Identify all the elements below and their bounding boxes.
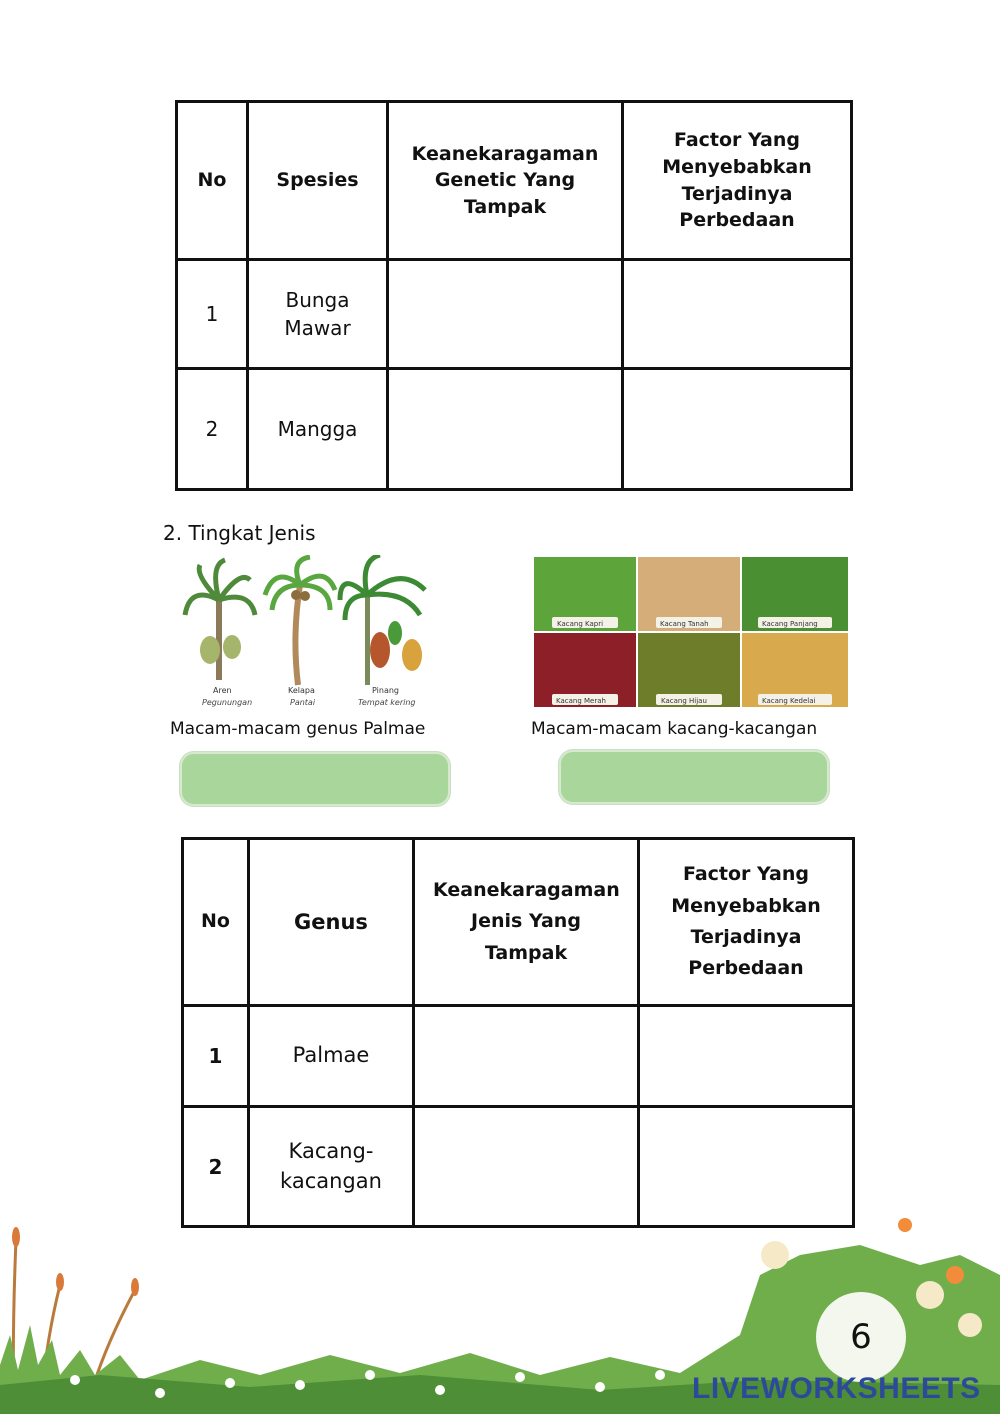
- palmae-caption: Macam-macam genus Palmae: [170, 719, 426, 739]
- header-genetic-diversity: Keanekaragaman Genetic Yang Tampak: [388, 102, 623, 260]
- table-header-row: [183, 839, 854, 1006]
- header-factor: Factor Yang Menyebabkan Terjadinya Perbedaan: [639, 839, 854, 1006]
- header-no: No: [177, 102, 248, 260]
- beans-illustration: [534, 557, 848, 707]
- answer-cell-factor[interactable]: [623, 369, 852, 490]
- species-name: Bunga Mawar: [248, 260, 388, 369]
- table-row: [177, 369, 852, 490]
- answer-cell-genetic[interactable]: [388, 260, 623, 369]
- genus-name: Kacang-kacangan: [249, 1107, 414, 1227]
- palm-sub-aren: Pegunungan: [202, 698, 253, 707]
- palm-sub-pinang: Tempat kering: [358, 698, 416, 707]
- table-row: [183, 1006, 854, 1107]
- section-title: 2. Tingkat Jenis: [163, 521, 316, 545]
- palmae-answer-box[interactable]: [180, 752, 450, 806]
- row-number: 1: [177, 260, 248, 369]
- palm-label-aren: Aren: [213, 686, 232, 695]
- bean-label: Kacang Panjang: [762, 620, 818, 628]
- table-row: [183, 1107, 854, 1227]
- species-diversity-table: [181, 837, 855, 1228]
- species-name: Mangga: [248, 369, 388, 490]
- row-number: 2: [177, 369, 248, 490]
- answer-cell-genetic[interactable]: [388, 369, 623, 490]
- palmae-illustration: [180, 555, 435, 710]
- aren-palm-drawing: [185, 560, 255, 680]
- beans-caption: Macam-macam kacang-kacangan: [531, 719, 818, 739]
- page-number: 6: [816, 1292, 906, 1382]
- header-factor: Factor Yang Menyebabkan Terjadinya Perbedaan: [623, 102, 852, 260]
- genetic-diversity-table: [175, 100, 853, 491]
- answer-cell-factor[interactable]: [639, 1006, 854, 1107]
- header-species-diversity: Keanekaragaman Jenis Yang Tampak: [414, 839, 639, 1006]
- answer-cell-species[interactable]: [414, 1107, 639, 1227]
- header-genus: Genus: [249, 839, 414, 1006]
- liveworksheets-logo: LIVEWORKSHEETS: [692, 1372, 981, 1405]
- header-no: No: [183, 839, 249, 1006]
- palm-label-pinang: Pinang: [372, 686, 399, 695]
- bean-label: Kacang Kapri: [557, 620, 604, 628]
- bean-label: Kacang Kedelai: [762, 697, 816, 705]
- answer-cell-species[interactable]: [414, 1006, 639, 1107]
- header-species: Spesies: [248, 102, 388, 260]
- beans-answer-box[interactable]: [559, 750, 829, 804]
- row-number: 1: [183, 1006, 249, 1107]
- answer-cell-factor[interactable]: [623, 260, 852, 369]
- bean-label: Kacang Hijau: [661, 697, 707, 705]
- pinang-palm-drawing: [340, 555, 425, 685]
- bean-label: Kacang Tanah: [660, 620, 709, 628]
- table-row: [177, 260, 852, 369]
- kelapa-palm-drawing: [265, 557, 335, 685]
- palm-sub-kelapa: Pantai: [290, 698, 316, 707]
- table-header-row: [177, 102, 852, 260]
- answer-cell-factor[interactable]: [639, 1107, 854, 1227]
- row-number: 2: [183, 1107, 249, 1227]
- palm-label-kelapa: Kelapa: [288, 686, 315, 695]
- bean-label: Kacang Merah: [556, 697, 606, 705]
- genus-name: Palmae: [249, 1006, 414, 1107]
